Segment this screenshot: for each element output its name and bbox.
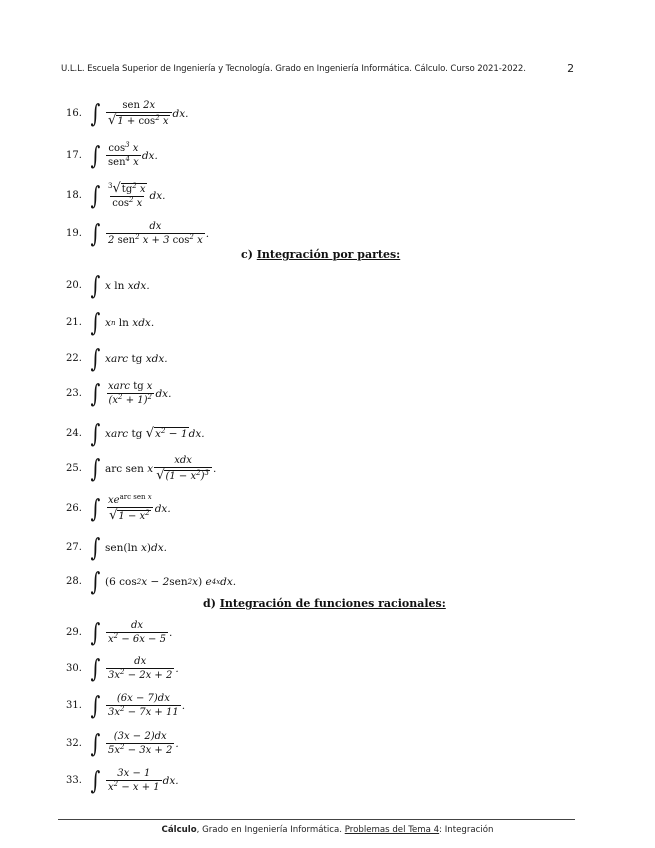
exercise-number: 19. bbox=[66, 228, 82, 239]
exercise-17 bbox=[66, 143, 158, 168]
exercise-30 bbox=[66, 656, 179, 681]
integrand: $\frac{3x - 1}{x^2 - x + 1}$ dx. bbox=[108, 768, 179, 793]
integrand: (6 cos 2 x − 2 sen 2 x ) e 4x dx. bbox=[105, 575, 237, 588]
exercise-28 bbox=[66, 569, 236, 594]
exercise-24 bbox=[66, 421, 205, 446]
integral-sign: ∫ bbox=[90, 567, 101, 596]
exercise-number: 31. bbox=[66, 700, 82, 711]
footer-course: Cálculo bbox=[161, 825, 197, 835]
integral-sign: ∫ bbox=[90, 219, 101, 248]
exercise-number: 23. bbox=[66, 388, 82, 399]
integral-sign: ∫ bbox=[90, 654, 101, 683]
section-title: Integración por partes: bbox=[256, 248, 401, 261]
section-c-heading bbox=[241, 248, 400, 261]
exercise-number: 21. bbox=[66, 317, 82, 328]
footer-topic: : Integración bbox=[439, 825, 494, 835]
exercise-18 bbox=[66, 182, 166, 209]
integrand: x ln xdx. bbox=[105, 279, 150, 292]
integrand: $\frac{(3x - 2)dx}{5x^2 - 3x + 2}$ . bbox=[108, 731, 179, 756]
exercise-33 bbox=[66, 768, 179, 793]
integral-sign: ∫ bbox=[90, 419, 101, 448]
integrand: $\frac{dx}{2 sen^2 x + 3 \cos^2 x}$ . bbox=[108, 221, 210, 246]
exercise-26 bbox=[66, 495, 171, 522]
integrand: xarc tg xdx. bbox=[105, 352, 168, 365]
footer-rule bbox=[58, 819, 575, 820]
integral-sign: ∫ bbox=[90, 766, 101, 795]
integral-sign: ∫ bbox=[90, 379, 101, 408]
integrand: $^3$√ $tg^2$ x $\cos^2 x$ dx. bbox=[108, 181, 166, 209]
integrand: $\frac{dx}{3x^2 - 2x + 2}$ . bbox=[108, 656, 179, 681]
integral-sign: ∫ bbox=[90, 308, 101, 337]
integral-sign: ∫ bbox=[90, 141, 101, 170]
exercise-number: 27. bbox=[66, 542, 82, 553]
section-d-heading bbox=[203, 597, 446, 610]
integrand: xarc tg √ $x^2 - 1$ dx. bbox=[105, 426, 205, 441]
section-letter: d) bbox=[203, 597, 216, 610]
page-number: 2 bbox=[567, 62, 574, 75]
integrand: x n ln xdx. bbox=[105, 316, 155, 329]
exercise-number: 26. bbox=[66, 503, 82, 514]
exercise-number: 28. bbox=[66, 576, 82, 587]
integrand: $\frac{\text{xarc tg x}}{(x^2 + 1)^2}$ dx. bbox=[108, 381, 172, 406]
integrand: sen(ln x ) dx. bbox=[105, 541, 167, 554]
integral-sign: ∫ bbox=[90, 454, 101, 483]
integrand: sen 2x √ $1 + \cos^2 x$ dx. bbox=[108, 100, 189, 128]
exercise-number: 32. bbox=[66, 738, 82, 749]
integral-sign: ∫ bbox=[90, 618, 101, 647]
page-header bbox=[61, 62, 574, 78]
exercise-19 bbox=[66, 221, 209, 246]
integral-sign: ∫ bbox=[90, 533, 101, 562]
integrand: $\frac{(6x - 7)dx}{3x^2 - 7x + 11}$ . bbox=[108, 693, 186, 718]
integrand: $\frac{dx}{x^2 - 6x - 5}$ . bbox=[108, 620, 173, 645]
exercise-number: 25. bbox=[66, 463, 82, 474]
exercise-number: 16. bbox=[66, 108, 82, 119]
integrand: arc sen x xdx √ $(1 - x^2)^3$ . bbox=[105, 455, 217, 483]
exercise-number: 24. bbox=[66, 428, 82, 439]
footer-problems: Problemas del Tema 4 bbox=[344, 825, 440, 835]
exercise-16 bbox=[66, 100, 188, 127]
exercise-21 bbox=[66, 310, 154, 335]
integral-sign: ∫ bbox=[90, 344, 101, 373]
integrand: $xe^{arc sen x}$ √ $1 - x^2$ dx. bbox=[108, 493, 171, 523]
exercise-25 bbox=[66, 455, 216, 482]
exercise-number: 22. bbox=[66, 353, 82, 364]
integral-sign: ∫ bbox=[90, 181, 101, 210]
exercise-29 bbox=[66, 620, 172, 645]
integrand: $\frac{\cos^3 x}{sen^4 x}$ dx. bbox=[108, 141, 158, 168]
exercise-22 bbox=[66, 346, 168, 371]
section-letter: c) bbox=[241, 248, 253, 261]
integral-sign: ∫ bbox=[90, 271, 101, 300]
exercise-23 bbox=[66, 381, 171, 406]
exercise-number: 17. bbox=[66, 150, 82, 161]
exercise-number: 18. bbox=[66, 190, 82, 201]
page-footer bbox=[0, 825, 655, 835]
exercise-31 bbox=[66, 693, 185, 718]
integral-sign: ∫ bbox=[90, 691, 101, 720]
exercise-number: 29. bbox=[66, 627, 82, 638]
exercise-32 bbox=[66, 731, 179, 756]
footer-degree: , Grado en Ingeniería Informática. bbox=[196, 825, 345, 835]
exercise-20 bbox=[66, 273, 150, 298]
integral-sign: ∫ bbox=[90, 494, 101, 523]
exercise-number: 33. bbox=[66, 775, 82, 786]
section-title: Integración de funciones racionales: bbox=[219, 597, 446, 610]
exercise-number: 30. bbox=[66, 663, 82, 674]
exercise-27 bbox=[66, 535, 167, 560]
integral-sign: ∫ bbox=[90, 729, 101, 758]
integral-sign: ∫ bbox=[90, 99, 101, 128]
exercise-number: 20. bbox=[66, 280, 82, 291]
header-text: U.L.L. Escuela Superior de Ingeniería y Tecnología. Grado en Ingeniería Informática. Cálculo. Curso 2021-2022. bbox=[61, 64, 526, 74]
